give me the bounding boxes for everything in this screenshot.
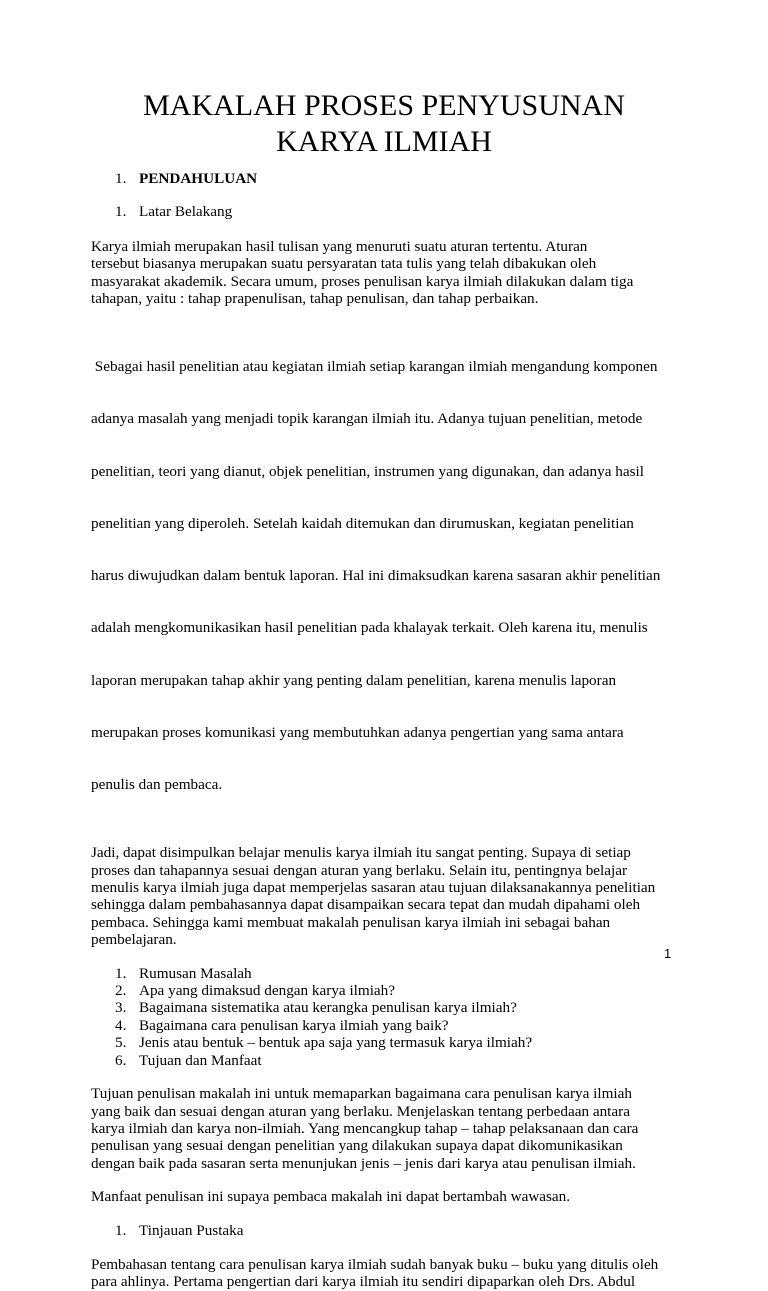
paragraph-line: Pembahasan tentang cara penulisan karya ilmiah sudah banyak buku – buku yang ditulis oleh [91, 1255, 659, 1273]
subsection-number: 1. [115, 1221, 127, 1239]
subsection-heading-tinjauan-pustaka [115, 1222, 691, 1239]
paragraph-line: Sebagai hasil penelitian atau kegiatan ilmiah setiap karangan ilmiah mengandung komponen [91, 358, 658, 376]
list-item-text: Tujuan dan Manfaat [139, 1051, 262, 1069]
document-body [91, 170, 691, 1291]
paragraph-line: harus diwujudkan dalam bentuk laporan. Hal ini dimaksudkan karena sasaran akhir penelitian [91, 567, 661, 585]
section-number: 1. [115, 170, 127, 187]
paragraph-3 [91, 844, 691, 948]
paragraph-line: penelitian, teori yang dianut, objek penelitian, instrumen yang digunakan, dan adanya hasil [91, 462, 644, 480]
paragraph-line: pembaca. Sehingga kami membuat makalah penulisan karya ilmiah ini sebagai bahan [91, 913, 611, 931]
paragraph-line: penelitian yang diperoleh. Setelah kaidah ditemukan dan dirumuskan, kegiatan penelitian [91, 514, 634, 532]
list-item [115, 999, 691, 1016]
paragraph-1 [91, 238, 691, 308]
page-number: 1 [664, 946, 672, 961]
paragraph-line: pembelajaran. [91, 931, 177, 949]
list-item-text: Rumusan Masalah [139, 964, 252, 982]
paragraph-line: tahapan, yaitu : tahap prapenulisan, tahap penulisan, dan tahap perbaikan. [91, 290, 539, 308]
section-label: PENDAHULUAN [139, 170, 258, 187]
paragraph-line: laporan merupakan tahap akhir yang penting dalam penelitian, karena menulis laporan [91, 671, 617, 689]
list-item-number: 6. [115, 1051, 127, 1069]
paragraph-line: adanya masalah yang menjadi topik karangan ilmiah itu. Adanya tujuan penelitian, metode [91, 410, 643, 428]
paragraph-line: Karya ilmiah merupakan hasil tulisan yang menuruti suatu aturan tertentu. Aturan [91, 237, 588, 255]
paragraph-6 [91, 1256, 691, 1291]
paragraph-line: adalah mengkomunikasikan hasil penelitian pada khalayak terkait. Oleh karena itu, menulis [91, 619, 648, 637]
title-line-1: MAKALAH PROSES PENYUSUNAN [143, 89, 625, 122]
paragraph-line: masyarakat akademik. Secara umum, proses penulisan karya ilmiah dilakukan dalam tiga [91, 272, 634, 290]
subsection-label: Latar Belakang [139, 203, 233, 221]
paragraph-line: Jadi, dapat disimpulkan belajar menulis karya ilmiah itu sangat penting. Supaya di setiap [91, 844, 631, 862]
list-item-text: Bagaimana sistematika atau kerangka penulisan karya ilmiah? [139, 999, 517, 1017]
list-item-number: 5. [115, 1034, 127, 1052]
paragraph-line: menulis karya ilmiah juga dapat memperjelas sasaran atau tujuan dilaksanakannya penelitian [91, 879, 656, 897]
paragraph-4 [91, 1085, 691, 1172]
section-heading-pendahuluan [115, 170, 691, 187]
paragraph-line: penulisan yang sesuai dengan penelitian yang dilakukan supaya dapat dikomunikasikan [91, 1137, 623, 1155]
numbered-list [115, 965, 691, 1069]
list-item-text: Jenis atau bentuk – bentuk apa saja yang termasuk karya ilmiah? [139, 1034, 533, 1052]
subsection-heading-latar-belakang [115, 203, 691, 220]
subsection-label: Tinjauan Pustaka [139, 1221, 244, 1239]
list-item-number: 3. [115, 999, 127, 1017]
paragraph-line: dengan baik pada sasaran serta menunjukan jenis – jenis dari karya atau penulisan ilmiah. [91, 1154, 636, 1172]
list-item-text: Apa yang dimaksud dengan karya ilmiah? [139, 982, 395, 1000]
paragraph-line: merupakan proses komunikasi yang membutuhkan adanya pengertian yang sama antara [91, 723, 624, 741]
list-item [115, 982, 691, 999]
paragraph-line: tersebut biasanya merupakan suatu persyaratan tata tulis yang telah dibakukan oleh [91, 255, 597, 273]
list-item-text: Bagaimana cara penulisan karya ilmiah yang baik? [139, 1016, 449, 1034]
list-item [115, 1034, 691, 1051]
paragraph-line: Tujuan penulisan makalah ini untuk memaparkan bagaimana cara penulisan karya ilmiah [91, 1085, 632, 1103]
list-item-number: 1. [115, 964, 127, 982]
paragraph-2 [91, 323, 691, 828]
paragraph-line: Manfaat penulisan ini supaya pembaca makalah ini dapat bertambah wawasan. [91, 1188, 571, 1206]
list-item-number: 2. [115, 982, 127, 1000]
paragraph-line: karya ilmiah dan karya non-ilmiah. Yang mencangkup tahap – tahap pelaksanaan dan cara [91, 1119, 639, 1137]
document-title [60, 88, 708, 160]
list-item-number: 4. [115, 1016, 127, 1034]
paragraph-line: para ahlinya. Pertama pengertian dari karya ilmiah itu sendiri dipaparkan oleh Drs. Abdul [91, 1273, 636, 1291]
subsection-number: 1. [115, 203, 127, 221]
title-line-2: KARYA ILMIAH [276, 125, 492, 158]
paragraph-line: yang baik dan sesuai dengan aturan yang berlaku. Menjelaskan tentang perbedaan antara [91, 1102, 630, 1120]
list-item [115, 965, 691, 982]
paragraph-line: sehingga dalam pembahasannya dapat disampaikan secara tepat dan mudah dipahami oleh [91, 896, 641, 914]
paragraph-5 [91, 1188, 691, 1205]
list-item [115, 1017, 691, 1034]
list-item [115, 1052, 691, 1069]
paragraph-line: penulis dan pembaca. [91, 776, 223, 793]
paragraph-line: proses dan tahapannya sesuai dengan aturan yang berlaku. Selain itu, pentingnya belajar [91, 861, 628, 879]
